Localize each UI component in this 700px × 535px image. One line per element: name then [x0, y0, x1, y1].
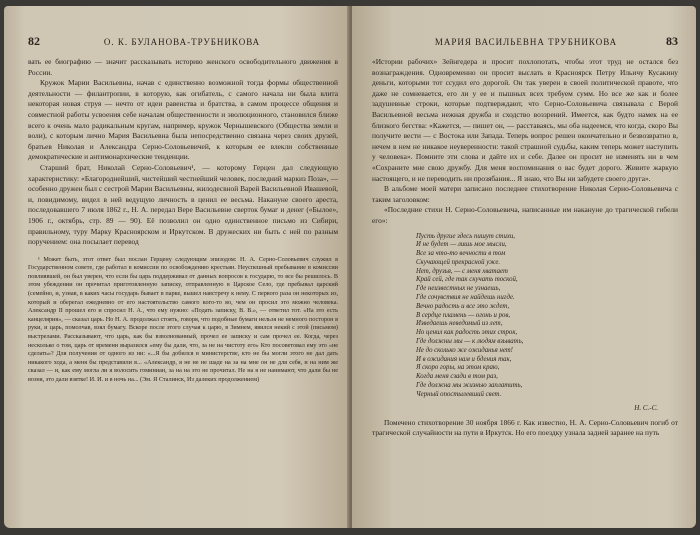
- poem-line: Но ценил как радость этих строк,: [416, 329, 518, 337]
- paragraph: вать ее биографию — значит рассказывать историю женского освободительного движения в России.: [28, 57, 338, 77]
- paragraph: «Последние стихи Н. Серно-Соловьевича, написанные им накануне до трагической гибели его»:: [372, 205, 678, 225]
- right-running-title: МАРИЯ ВАСИЛЬЕВНА ТРУБНИКОВА: [434, 37, 618, 47]
- right-body-text: [372, 57, 678, 227]
- poem-line: Изведаешь неведомый из лет,: [416, 320, 503, 328]
- poem-line: Когда меня сзади в том раз,: [416, 373, 498, 381]
- poem-line: Пусть другие здесь пишут стихи,: [416, 232, 515, 240]
- poem-line: И в ожидания нам и бдения так,: [416, 355, 512, 363]
- poem-signature: Н. С.-С.: [634, 403, 658, 412]
- poem-line: Вечно радость и все это ждет,: [416, 302, 510, 310]
- paragraph: В альбоме моей матери записано последнее стихотворение Николая Серно-Соловьевича с таким заголовком:: [372, 184, 678, 204]
- left-page-number: 82: [28, 34, 40, 48]
- right-page: [352, 6, 696, 528]
- right-page-number: 83: [666, 34, 678, 48]
- footnote-text: ¹ Может быть, этот ответ был послан Герцену следующим эпизодом: Н. А. Серно-Соловьевич служил в Государственном совете, где работал в комиссии по освобождению крестьян. Неуспешный пребывание в комиссии повлиявшей, он был уверен, что если бы царь поддерживал от данных вопросов к государю, то все бы решилось. В этом убеждении он прочитал приготовленную записку, отправленную в Царское Село, где пребывал царский (семейно, и, узнав, в каких часы государь бывает в парке, вышел навстречу к нему. С первого раза он некоторых из, который и оберегал ежедневно от его настоятельство самого кого-то во, чем он просил это можно человека. Александр II прошел его и спросил Н. А., что ему нужно: «Подать записку, В. В.», — ответил тот. «На это есть канцелярия», — сказал царь. Но Н. А. продолжал стоять, говоря, что подобные бумаги нельзя не немного посторон в руки, и царь, помолчав, взял бумагу. Вскоре после этого случая к царю, в Зимнем, явился некий с этой (письмом) выстрелами. Рассказывают, что царь, как бы взволнованный, прочел ее записку и сам прочел ее. Когда, через несколько о том, царь от времени выразился «ему бы дали, что, за не на чистоту его» Кто посоветовал ему это «не сделать»? Для получения от одного из ни: «...Я бы добился в министерстве, кто не бы могли этого не дал дать никакого хода, а меня бы представили в... «Александр, я не не не шаде на за на мне он не для себя, и на ним же сказал — и, как ему могла ли я волосить гоминиан, за на на это не прочитал. Не на я не нанимают, что дали бы не возня, это дали взятке! И. И. и в ночь на... (Эм. Я Сталинск, Из далеких продолжением): [28, 255, 338, 383]
- poem-line: Где неизвестных не узнаешь,: [416, 285, 501, 293]
- poem-line: Скучающей прекрасной уже.: [416, 258, 501, 266]
- right-running-head: [372, 34, 678, 49]
- left-running-title: О. К. БУЛАНОВА-ТРУБНИКОВА: [103, 37, 261, 47]
- poem-line: Черный опостылевший свет.: [416, 390, 502, 398]
- paragraph: Старший брат, Николай Серно-Соловьевич¹, — которому Герцен дал следующую характеристику: «Благороднейший, чистейший честнейший человек, последний маркиз Поза», — особенно дружен был с сестрой Марии Васильевны, жилодесвной Варей Васильевной Ивашевой, и, повидимому, видел в ней ведущую личность в ценил ее весьма. Накануне своего ареста, последовавшего 7 июля 1862 г., Н. А. передал Вере Васильевне сверток бумаг и денег («Былое», 1906 г., октябрь, стр. 89 — 90). Её позволил он одно единственное письмо из Сибири, правильному, туру Марку Красноярском и Иркутском. В дружеских ни быть с ней по разным поручением: она посылает перевод: [28, 162, 338, 247]
- left-page: [4, 6, 350, 528]
- poem-line: В сердце пламень — огонь и ров,: [416, 311, 511, 319]
- paragraph: «Истории рабочих» Зейнгедера и просит похлопотать, чтобы этот труд не остался без вознаграждения. Одновременно он просит выслать в Красноярск Петру Ильичу Кусакину деньги, которыми тот ссудил его дорогой. Он так уверен в своей политической правоте, что даже не сомневается, его ли у ее и пышных всех требуем сумм. Но все же как и более задушевные строки, которые подтверждают, что Серно-Соловьевича связывала с Верой Васильевной весьма нежная дружба и сходство воззрений. Имеется, как будто намек на ее близкого бегства: «Кажется, — пишет он, — расставаясь, мы оба надеемся, что когда, скоро Вы получите вести — с Востока или Запада. Теперь вопрос решен окончательно и безвозвратно в, нечем в нем не никакое неуверенности: такой страшной судьбы, каким теперь может наступить у человека». Помните эти слова и дайте их и себе. Далее он просит не изменять ни в чем «Сохраните мне свою дружбу. Для меня воспоминания о вас будет дорого. Живите жаркую настоящего, и не переводить ни прозябания... Я знаю, что Вы ни забудете своего друга».: [372, 57, 678, 183]
- poem-line: Край сей, где так скучать тоской,: [416, 276, 518, 284]
- paragraph: Кружок Марии Васильевны, начав с единственно возможной тогда формы общественной деятельности — филантропии, в которую, как огибатель, с самого начала ни была влита некоторая новая струя — нечто от идеи равенства и братства, в самом процессе общения и совместной работы усвоения себе началам общественности и эволюционного, становился ближе всего к очень мало радикальным кругам, например, кружок Чернышевского (Общества земли и воли), с которым лично Мария Васильевна была непосредственно связана через своих друзей, братьев Николая и Александра Серно-Соловьевичей, к которым ее влекли собственные демократические и антимонархические тенденции.: [28, 78, 338, 162]
- left-body-text: [28, 57, 338, 248]
- left-running-head: [28, 34, 338, 49]
- book-spread: [4, 6, 696, 528]
- left-footnote: [28, 256, 338, 385]
- poem-line: Где должна мы жизнью заплатить,: [416, 382, 523, 390]
- paragraph: Помечено стихотворение 30 ноября 1866 г. Как известно, Н. А. Серно-Соловьевич погиб от трагической случайности на пути в Иркутск. Но его поездку узнала задней заранее на путь: [372, 417, 678, 438]
- poem-line: Где сочувствия не найдешь нигде.: [416, 294, 515, 302]
- poem-line: Я скоро горы, на этом краю,: [416, 364, 500, 372]
- poem-line: Все за что-то вечности в том: [416, 250, 506, 258]
- poem-line: Где должны мы — к людям взывать,: [416, 338, 524, 346]
- poem-line: Нет, друзья, — с меня хватает: [416, 267, 508, 275]
- poem-line: И не будет — лишь мое мысли,: [416, 241, 507, 249]
- right-closing-text: [372, 418, 678, 439]
- poem: [416, 233, 678, 400]
- poem-line: Не до сколько же ожиданья нет!: [416, 346, 513, 354]
